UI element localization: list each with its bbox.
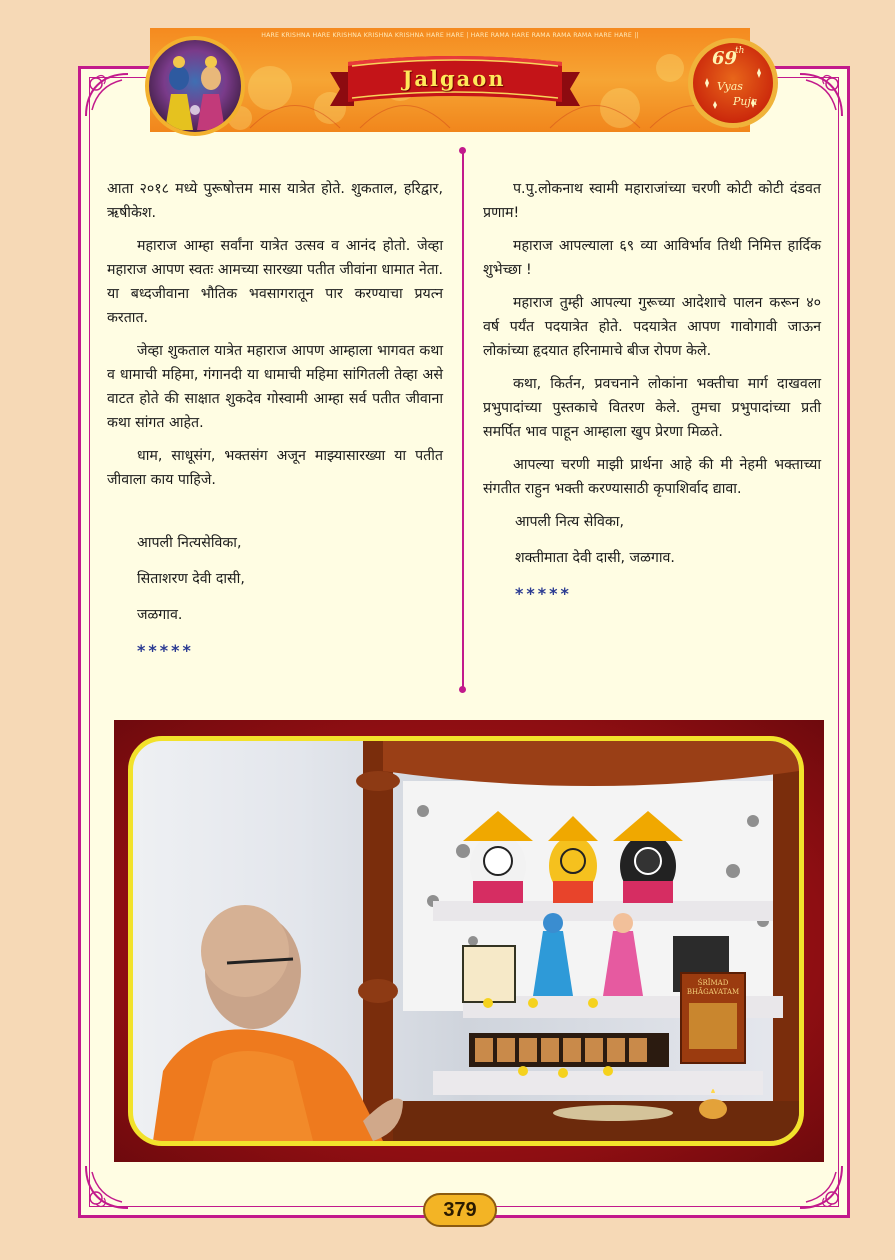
paragraph: महाराज आपल्याला ६९ व्या आविर्भाव तिथी निमित्त हार्दिक शुभेच्छा ! [483, 238, 821, 278]
paragraph: आपल्या चरणी माझी प्रार्थना आहे की मी नेहमी भक्ताच्या संगतीत राहुन भक्ती करण्यासाठी कृपाशिर्वाद द्यावा. [483, 457, 821, 497]
paragraph: जेव्हा शुकताल यात्रेत महाराज आपण आम्हाला भागवत कथा व धामाची महिमा, गंगानदी या धामाची महिमा सांगितली तेव्हा असे वाटत होते की साक्षात शुकदेव गोस्वामी आम्हा सर्व पतीत जीवाना कथा सांगत आहेत. [107, 343, 443, 431]
divider-dot [459, 686, 466, 693]
paragraph: आता २०१८ मध्ये पुरूषोत्तम मास यात्रेत होते. शुकताल, हरिद्वार, ऋषीकेश. [107, 181, 443, 221]
badge-number: 69 [712, 48, 738, 69]
signature-line: शक्तीमाता देवी दासी, जळगाव. [515, 550, 675, 566]
altar-photo [128, 736, 804, 1146]
mantra-text: HARE KRISHNA HARE KRISHNA KRISHNA KRISHNA HARE HARE | HARE RAMA HARE RAMA RAMA RAMA HARE HARE || [261, 32, 639, 39]
paragraph: कथा, किर्तन, प्रवचनाने लोकांना भक्तीचा मार्ग दाखवला प्रभुपादांच्या पुस्तकाचे वितरण केले. तुमचा प्रभुपादांच्या प्रती समर्पित भाव पाहून आम्हाला खुप प्रेरणा मिळते. [483, 376, 821, 440]
paragraph: महाराज तुम्ही आपल्या गुरूच्या आदेशाचे पालन करून ४० वर्ष पर्यंत पदयात्रेत होते. पदयात्रेत आपण गावोगावी जाऊन लोकांच्या हृदयात हरिनामाचे बीज रोपण केले. [483, 295, 821, 359]
corner-ornament-icon [82, 70, 132, 120]
badge-line-2: Puja [733, 95, 758, 108]
signature-line: आपली नित्य सेविका, [515, 514, 624, 530]
altar-scene [133, 741, 799, 1141]
stars-separator: ***** [137, 641, 194, 660]
paragraph: प.पु.लोकनाथ स्वामी महाराजांच्या चरणी कोटी कोटी दंडवत प्रणाम! [483, 181, 821, 221]
page-title: Jalgaon [402, 66, 506, 91]
book-title-line-1: ŚRĪMAD [697, 979, 729, 987]
deity-medallion [145, 36, 245, 136]
column-divider [462, 150, 464, 690]
corner-ornament-icon [796, 70, 846, 120]
paragraph: धाम, साधूसंग, भक्तसंग अजून माझ्यासारख्या या पतीत जीवाला काय पाहिजे. [107, 448, 443, 488]
paragraph: महाराज आम्हा सर्वांना यात्रेत उत्सव व आनंद होतो. जेव्हा महाराज आपण स्वतः आमच्या सारख्या पतीत जीवांना धामात नेता. या बध्दजीवाना भौतिक भवसागरातून पार करण्याचा प्रयत्न करतात. [107, 238, 443, 326]
page-number: 379 [423, 1193, 497, 1227]
signature-line: सिताशरण देवी दासी, [137, 571, 245, 587]
book-title-line-2: BHĀGAVATAM [686, 988, 740, 996]
right-column [483, 177, 821, 606]
badge-suffix: th [735, 46, 745, 56]
signature-line: आपली नित्यसेविका, [137, 535, 242, 551]
badge-line-1: Vyas [717, 80, 743, 93]
divider-dot [459, 147, 466, 154]
left-column [107, 177, 443, 663]
signature-line: जळगाव. [137, 607, 183, 623]
stars-separator: ***** [515, 584, 572, 603]
corner-ornament-icon [82, 1162, 132, 1212]
deity-image [149, 40, 241, 132]
corner-ornament-icon [796, 1162, 846, 1212]
